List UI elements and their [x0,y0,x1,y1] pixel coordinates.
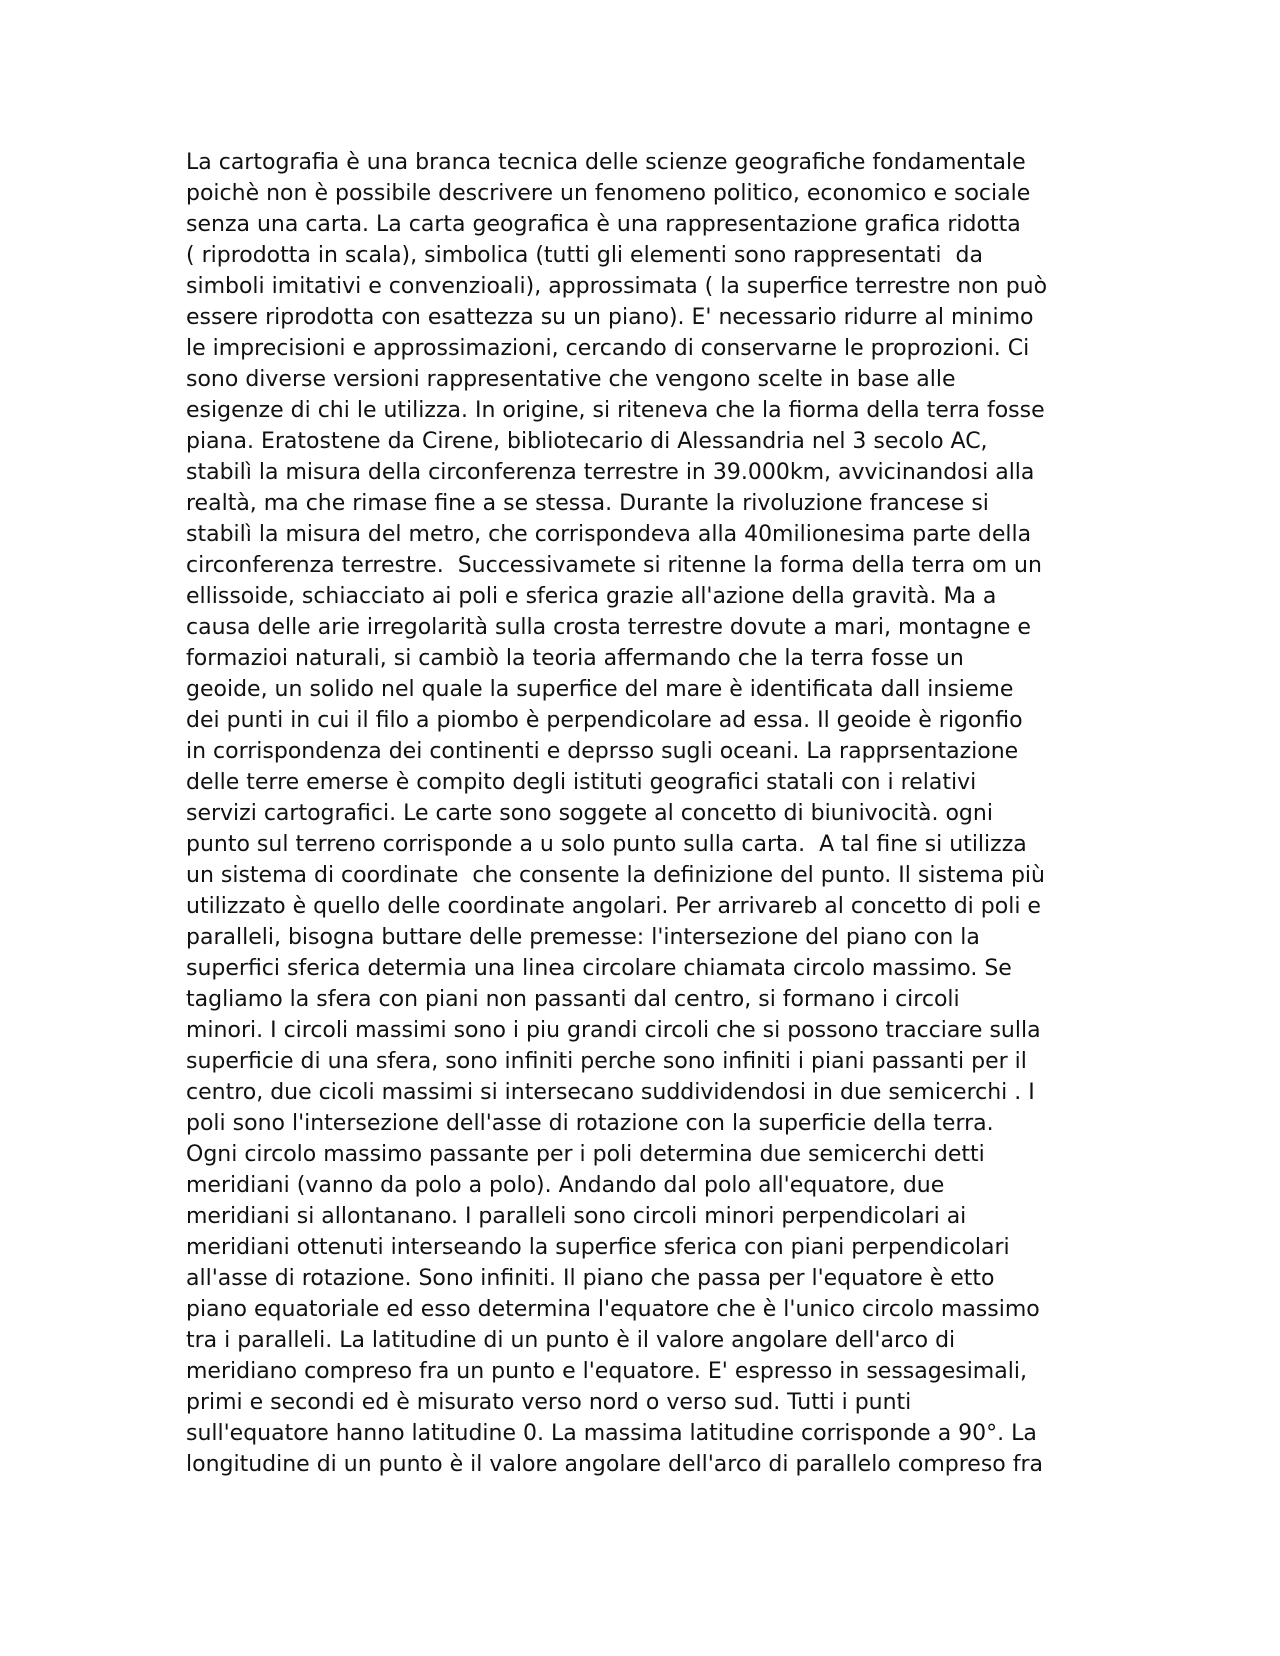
text-line: centro, due cicoli massimi si intersecano suddividendosi in due semicerchi . I [186,1080,1035,1105]
text-line: geoide, un solido nel quale la superfice del mare è identificata dall insieme [186,677,1014,702]
text-line: un sistema di coordinate che consente la definizione del punto. Il sistema più [186,863,1045,888]
text-line: sono diverse versioni rappresentative che vengono scelte in base alle [186,367,956,392]
text-line: longitudine di un punto è il valore angolare dell'arco di parallelo compreso fra [186,1452,1044,1477]
text-line: dei punti in cui il filo a piombo è perpendicolare ad essa. Il geoide è rigonfio [186,708,1023,733]
text-line: meridiani (vanno da polo a polo). Andando dal polo all'equatore, due [186,1173,945,1198]
text-line: stabilì la misura del metro, che corrispondeva alla 40milionesima parte della [186,522,1032,547]
text-line: realtà, ma che rimase fine a se stessa. Durante la rivoluzione francese si [186,491,989,516]
text-line: primi e secondi ed è misurato verso nord o verso sud. Tutti i punti [186,1390,912,1415]
text-line: superfici sferica determia una linea circolare chiamata circolo massimo. Se [186,956,1012,981]
text-line: all'asse di rotazione. Sono infiniti. Il piano che passa per l'equatore è etto [186,1266,995,1291]
text-line: le imprecisioni e approssimazioni, cercando di conservarne le proprozioni. Ci [186,336,1030,361]
text-line: senza una carta. La carta geografica è una rappresentazione grafica ridotta [186,212,1021,237]
text-line: piano equatoriale ed esso determina l'equatore che è l'unico circolo massimo [186,1297,1040,1322]
body-text [186,147,1106,1480]
text-line: meridiani ottenuti interseando la superfice sferica con piani perpendicolari [186,1235,1010,1260]
text-line: punto sul terreno corrisponde a u solo punto sulla carta. A tal fine si utilizza [186,832,1027,857]
text-line: minori. I circoli massimi sono i piu grandi circoli che si possono tracciare sulla [186,1018,1041,1043]
text-line: delle terre emerse è compito degli istituti geografici statali con i relativi [186,770,977,795]
text-line: poli sono l'intersezione dell'asse di rotazione con la superficie della terra. [186,1111,994,1136]
text-line: tra i paralleli. La latitudine di un punto è il valore angolare dell'arco di [186,1328,956,1353]
text-line: essere riprodotta con esattezza su un piano). E' necessario ridurre al minimo [186,305,1034,330]
text-line: paralleli, bisogna buttare delle premesse: l'intersezione del piano con la [186,925,980,950]
text-line: esigenze di chi le utilizza. In origine, si riteneva che la fiorma della terra fosse [186,398,1045,423]
text-line: sull'equatore hanno latitudine 0. La massima latitudine corrisponde a 90°. La [186,1421,1037,1446]
text-line: ( riprodotta in scala), simbolica (tutti gli elementi sono rappresentati da [186,243,983,268]
text-line: causa delle arie irregolarità sulla crosta terrestre dovute a mari, montagne e [186,615,1031,640]
text-line: tagliamo la sfera con piani non passanti dal centro, si formano i circoli [186,987,960,1012]
text-line: superficie di una sfera, sono infiniti perche sono infiniti i piani passanti per il [186,1049,1027,1074]
text-line: Ogni circolo massimo passante per i poli determina due semicerchi detti [186,1142,985,1167]
text-line: poichè non è possibile descrivere un fenomeno politico, economico e sociale [186,181,1031,206]
text-line: circonferenza terrestre. Successivamete si ritenne la forma della terra om un [186,553,1042,578]
text-line: meridiani si allontanano. I paralleli sono circoli minori perpendicolari ai [186,1204,967,1229]
text-line: utilizzato è quello delle coordinate angolari. Per arrivareb al concetto di poli e [186,894,1041,919]
text-line: simboli imitativi e convenzioali), approssimata ( la superfice terrestre non può [186,274,1048,299]
text-line: La cartografia è una branca tecnica delle scienze geografiche fondamentale [186,150,1026,175]
text-line: formazioi naturali, si cambiò la teoria affermando che la terra fosse un [186,646,964,671]
text-line: in corrispondenza dei continenti e deprsso sugli oceani. La rapprsentazione [186,739,1019,764]
text-line: ellissoide, schiacciato ai poli e sferica grazie all'azione della gravità. Ma a [186,584,997,609]
text-line: meridiano compreso fra un punto e l'equatore. E' espresso in sessagesimali, [186,1359,1027,1384]
text-line: stabilì la misura della circonferenza terrestre in 39.000km, avvicinandosi alla [186,460,1035,485]
text-line: piana. Eratostene da Cirene, bibliotecario di Alessandria nel 3 secolo AC, [186,429,988,454]
text-line: servizi cartografici. Le carte sono soggete al concetto di biunivocità. ogni [186,801,993,826]
